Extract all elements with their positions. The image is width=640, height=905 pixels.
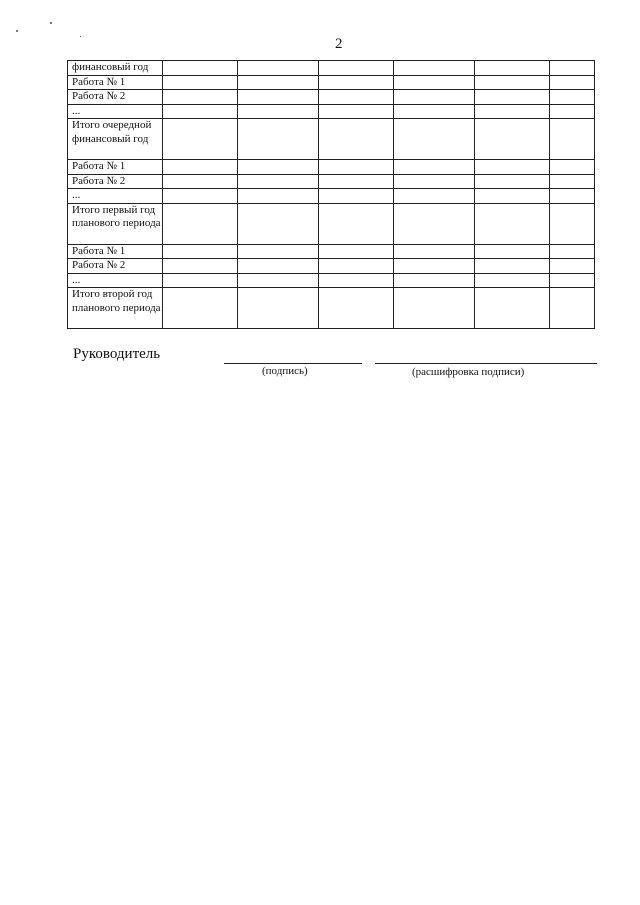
- empty-value-cell: [394, 189, 475, 204]
- empty-value-cell: [163, 288, 238, 329]
- empty-value-cell: [163, 189, 238, 204]
- table-row: [68, 189, 595, 204]
- empty-value-cell: [163, 244, 238, 259]
- empty-value-cell: [550, 244, 595, 259]
- empty-value-cell: [163, 203, 238, 244]
- empty-value-cell: [550, 174, 595, 189]
- empty-value-cell: [550, 288, 595, 329]
- empty-value-cell: [238, 174, 319, 189]
- scan-speck: [80, 36, 81, 37]
- empty-value-cell: [475, 174, 550, 189]
- empty-value-cell: [163, 259, 238, 274]
- empty-value-cell: [319, 203, 394, 244]
- scan-speck: [50, 22, 52, 24]
- empty-value-cell: [550, 75, 595, 90]
- empty-value-cell: [475, 61, 550, 76]
- empty-value-cell: [163, 273, 238, 288]
- empty-value-cell: [394, 75, 475, 90]
- empty-value-cell: [319, 244, 394, 259]
- empty-value-cell: [475, 75, 550, 90]
- table-row: [68, 160, 595, 175]
- row-label-cell: финансовый год: [68, 61, 163, 76]
- work-table-body: [68, 61, 595, 329]
- row-label-cell: Работа № 2: [68, 174, 163, 189]
- empty-value-cell: [550, 104, 595, 119]
- empty-value-cell: [238, 104, 319, 119]
- row-label-cell: ...: [68, 104, 163, 119]
- empty-value-cell: [319, 119, 394, 160]
- empty-value-cell: [550, 189, 595, 204]
- empty-value-cell: [394, 259, 475, 274]
- empty-value-cell: [550, 259, 595, 274]
- signature-decode-line: [375, 363, 597, 364]
- empty-value-cell: [475, 119, 550, 160]
- empty-value-cell: [394, 203, 475, 244]
- empty-value-cell: [394, 174, 475, 189]
- empty-value-cell: [319, 273, 394, 288]
- empty-value-cell: [475, 203, 550, 244]
- empty-value-cell: [319, 288, 394, 329]
- row-label-cell: Итого первый год планового периода: [68, 203, 163, 244]
- empty-value-cell: [475, 259, 550, 274]
- signature-decode-caption: (расшифровка подписи): [412, 366, 525, 378]
- empty-value-cell: [238, 189, 319, 204]
- row-label-cell: Работа № 2: [68, 259, 163, 274]
- row-label-cell: Работа № 1: [68, 160, 163, 175]
- row-label-cell: Работа № 2: [68, 90, 163, 105]
- empty-value-cell: [475, 189, 550, 204]
- table-row: [68, 61, 595, 76]
- row-label-cell: ...: [68, 189, 163, 204]
- empty-value-cell: [475, 244, 550, 259]
- empty-value-cell: [163, 61, 238, 76]
- empty-value-cell: [238, 119, 319, 160]
- empty-value-cell: [550, 203, 595, 244]
- empty-value-cell: [319, 160, 394, 175]
- empty-value-cell: [163, 174, 238, 189]
- table-row: [68, 90, 595, 105]
- empty-value-cell: [319, 90, 394, 105]
- row-label-cell: Итого очередной финансовый год: [68, 119, 163, 160]
- empty-value-cell: [319, 174, 394, 189]
- empty-value-cell: [319, 189, 394, 204]
- empty-value-cell: [475, 288, 550, 329]
- empty-value-cell: [238, 259, 319, 274]
- empty-value-cell: [238, 160, 319, 175]
- empty-value-cell: [394, 119, 475, 160]
- empty-value-cell: [394, 288, 475, 329]
- empty-value-cell: [475, 104, 550, 119]
- table-row: [68, 104, 595, 119]
- row-label-cell: Работа № 1: [68, 244, 163, 259]
- empty-value-cell: [394, 273, 475, 288]
- table-total-row: [68, 203, 595, 244]
- empty-value-cell: [238, 203, 319, 244]
- empty-value-cell: [238, 244, 319, 259]
- work-table: [67, 60, 595, 329]
- row-label-cell: ...: [68, 273, 163, 288]
- empty-value-cell: [238, 75, 319, 90]
- row-label-cell: Итого второй год планового периода: [68, 288, 163, 329]
- empty-value-cell: [550, 119, 595, 160]
- empty-value-cell: [319, 61, 394, 76]
- scan-speck: [16, 30, 18, 32]
- table-row: [68, 174, 595, 189]
- table-row: [68, 259, 595, 274]
- empty-value-cell: [394, 90, 475, 105]
- empty-value-cell: [475, 90, 550, 105]
- table-row: [68, 273, 595, 288]
- empty-value-cell: [475, 273, 550, 288]
- empty-value-cell: [550, 90, 595, 105]
- empty-value-cell: [319, 75, 394, 90]
- empty-value-cell: [394, 160, 475, 175]
- table-total-row: [68, 288, 595, 329]
- empty-value-cell: [238, 273, 319, 288]
- table-total-row: [68, 119, 595, 160]
- table-row: [68, 75, 595, 90]
- page-number: 2: [335, 36, 343, 52]
- empty-value-cell: [163, 75, 238, 90]
- empty-value-cell: [550, 273, 595, 288]
- row-label-cell: Работа № 1: [68, 75, 163, 90]
- table-row: [68, 244, 595, 259]
- empty-value-cell: [163, 104, 238, 119]
- empty-value-cell: [319, 259, 394, 274]
- empty-value-cell: [319, 104, 394, 119]
- signature-line: [224, 363, 362, 364]
- empty-value-cell: [475, 160, 550, 175]
- empty-value-cell: [238, 90, 319, 105]
- empty-value-cell: [238, 61, 319, 76]
- empty-value-cell: [163, 90, 238, 105]
- empty-value-cell: [394, 104, 475, 119]
- empty-value-cell: [394, 244, 475, 259]
- signature-caption: (подпись): [262, 365, 308, 377]
- empty-value-cell: [550, 160, 595, 175]
- empty-value-cell: [238, 288, 319, 329]
- empty-value-cell: [163, 119, 238, 160]
- empty-value-cell: [550, 61, 595, 76]
- empty-value-cell: [163, 160, 238, 175]
- empty-value-cell: [394, 61, 475, 76]
- signature-label: Руководитель: [73, 346, 161, 362]
